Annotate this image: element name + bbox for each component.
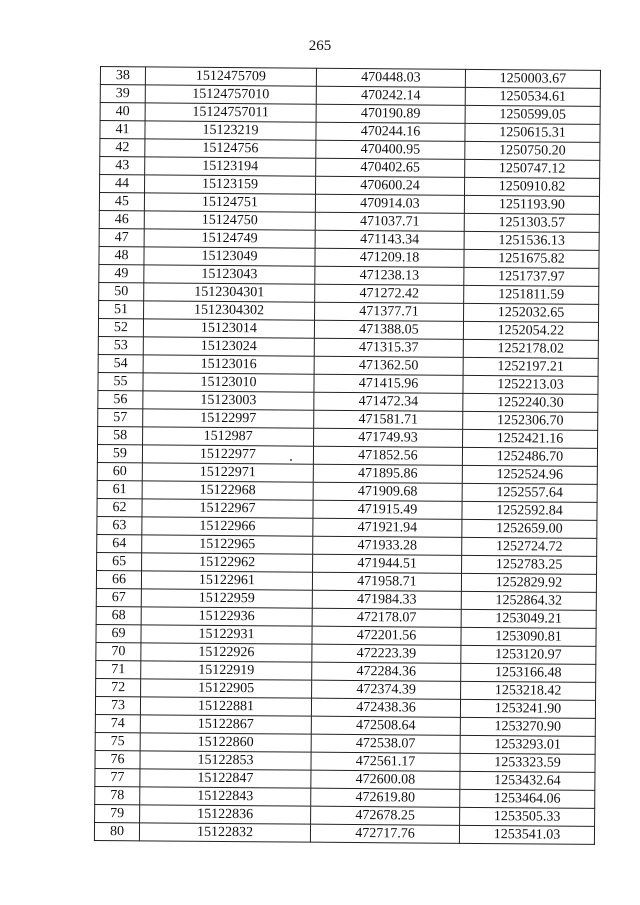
page-number: 265 [308,38,332,54]
point-id-cell: 15123016 [143,355,314,374]
row-number-cell: 74 [95,714,140,732]
y-coordinate-cell: 1252659.00 [462,519,597,538]
x-coordinate-cell: 471377.71 [315,302,464,321]
row-number-cell: 61 [97,480,142,498]
y-coordinate-cell: 1252783.25 [462,555,597,574]
x-coordinate-cell: 471933.28 [313,536,462,555]
point-id-cell: 15124751 [144,193,315,212]
x-coordinate-cell: 472201.56 [312,626,461,645]
row-number-cell: 60 [97,462,142,480]
point-id-cell: 15122968 [142,481,313,500]
x-coordinate-cell: 472438.36 [311,698,460,717]
x-coordinate-cell: 470400.95 [316,140,465,159]
point-id-cell: 15123010 [143,373,314,392]
x-coordinate-cell: 472374.39 [312,680,461,699]
x-coordinate-cell: 471984.33 [312,590,461,609]
row-number-cell: 69 [96,624,141,642]
x-coordinate-cell: 471037.71 [315,212,464,231]
row-number-cell: 63 [97,516,142,534]
point-id-cell: 15122966 [142,517,313,536]
row-number-cell: 38 [100,67,145,85]
coordinates-table-body [94,67,600,845]
point-id-cell: 15122967 [142,499,313,518]
point-id-cell: 15124757011 [145,103,316,122]
x-coordinate-cell: 472600.08 [311,770,460,789]
x-coordinate-cell: 472717.76 [310,824,459,843]
y-coordinate-cell: 1250534.61 [465,87,600,106]
row-number-cell: 67 [96,588,141,606]
point-id-cell: 15124756 [145,139,316,158]
row-number-cell: 41 [100,121,145,139]
y-coordinate-cell: 1252524.96 [462,465,597,484]
y-coordinate-cell: 1253218.42 [461,681,596,700]
row-number-cell: 71 [96,660,141,678]
x-coordinate-cell: 472561.17 [311,752,460,771]
point-id-cell: 15122853 [140,751,311,770]
y-coordinate-cell: 1253049.21 [461,609,596,628]
x-coordinate-cell: 471944.51 [313,554,462,573]
y-coordinate-cell: 1251193.90 [464,195,599,214]
point-id-cell: 1512304302 [144,301,315,320]
y-coordinate-cell: 1252306.70 [463,411,598,430]
row-number-cell: 73 [95,696,140,714]
y-coordinate-cell: 1252032.65 [464,303,599,322]
point-id-cell: 15122847 [140,769,311,788]
point-id-cell: 15122836 [140,805,311,824]
point-id-cell: 15122867 [140,715,311,734]
point-id-cell: 15124757010 [145,85,316,104]
row-number-cell: 68 [96,606,141,624]
row-number-cell: 79 [95,804,140,822]
coordinates-table-container [94,66,601,845]
y-coordinate-cell: 1253432.64 [460,771,595,790]
row-number-cell: 64 [97,534,142,552]
point-id-cell: 1512304301 [144,283,315,302]
point-id-cell: 15124750 [144,211,315,230]
point-id-cell: 15123159 [145,175,316,194]
x-coordinate-cell: 471415.96 [314,374,463,393]
x-coordinate-cell: 471958.71 [312,572,461,591]
x-coordinate-cell: 472178.07 [312,608,461,627]
point-id-cell: 15122860 [140,733,311,752]
x-coordinate-cell: 472538.07 [311,734,460,753]
point-id-cell: 1512987 [143,427,314,446]
y-coordinate-cell: 1252240.30 [463,393,598,412]
x-coordinate-cell: 470190.89 [316,104,465,123]
y-coordinate-cell: 1250615.31 [465,123,600,142]
row-number-cell: 59 [97,444,142,462]
y-coordinate-cell: 1253241.90 [460,699,595,718]
x-coordinate-cell: 471915.49 [313,500,462,519]
y-coordinate-cell: 1253541.03 [459,825,594,844]
point-id-cell: 15122919 [141,661,312,680]
table-row [94,822,594,844]
y-coordinate-cell: 1252724.72 [462,537,597,556]
scan-speck [290,459,292,461]
y-coordinate-cell: 1251737.97 [464,267,599,286]
y-coordinate-cell: 1253293.01 [460,735,595,754]
row-number-cell: 53 [98,336,143,354]
y-coordinate-cell: 1251675.82 [464,249,599,268]
point-id-cell: 15123014 [143,319,314,338]
row-number-cell: 39 [100,85,145,103]
row-number-cell: 80 [94,822,139,840]
point-id-cell: 15123043 [144,265,315,284]
y-coordinate-cell: 1252864.32 [461,591,596,610]
point-id-cell: 15122959 [141,589,312,608]
y-coordinate-cell: 1252197.21 [463,357,598,376]
x-coordinate-cell: 471472.34 [314,392,463,411]
row-number-cell: 77 [95,768,140,786]
y-coordinate-cell: 1250747.12 [465,159,600,178]
x-coordinate-cell: 471272.42 [315,284,464,303]
x-coordinate-cell: 471315.37 [314,338,463,357]
y-coordinate-cell: 1253166.48 [461,663,596,682]
x-coordinate-cell: 471388.05 [314,320,463,339]
y-coordinate-cell: 1253505.33 [460,807,595,826]
x-coordinate-cell: 470448.03 [316,68,465,87]
y-coordinate-cell: 1252178.02 [463,339,598,358]
y-coordinate-cell: 1252557.64 [462,483,597,502]
x-coordinate-cell: 470242.14 [316,86,465,105]
y-coordinate-cell: 1250003.67 [465,69,600,88]
row-number-cell: 46 [99,210,144,228]
row-number-cell: 55 [98,372,143,390]
point-id-cell: 15122961 [141,571,312,590]
row-number-cell: 43 [100,157,145,175]
x-coordinate-cell: 471143.34 [315,230,464,249]
x-coordinate-cell: 470244.16 [316,122,465,141]
row-number-cell: 57 [98,408,143,426]
point-id-cell: 15122997 [143,409,314,428]
point-id-cell: 15122931 [141,625,312,644]
point-id-cell: 15122843 [140,787,311,806]
x-coordinate-cell: 471909.68 [313,482,462,501]
x-coordinate-cell: 471362.50 [314,356,463,375]
point-id-cell: 15123003 [143,391,314,410]
x-coordinate-cell: 472508.64 [311,716,460,735]
x-coordinate-cell: 471581.71 [314,410,463,429]
x-coordinate-cell: 472619.80 [311,788,460,807]
row-number-cell: 48 [99,246,144,264]
row-number-cell: 40 [100,103,145,121]
row-number-cell: 42 [100,139,145,157]
row-number-cell: 52 [98,318,143,336]
point-id-cell: 15122832 [139,823,310,842]
row-number-cell: 54 [98,354,143,372]
row-number-cell: 62 [97,498,142,516]
x-coordinate-cell: 471209.18 [315,248,464,267]
y-coordinate-cell: 1250750.20 [465,141,600,160]
row-number-cell: 51 [99,300,144,318]
row-number-cell: 72 [96,678,141,696]
row-number-cell: 58 [98,426,143,444]
y-coordinate-cell: 1252592.84 [462,501,597,520]
row-number-cell: 44 [100,175,145,193]
point-id-cell: 15122962 [142,553,313,572]
row-number-cell: 49 [99,264,144,282]
row-number-cell: 66 [96,570,141,588]
coordinates-table [94,66,601,845]
point-id-cell: 15123049 [144,247,315,266]
y-coordinate-cell: 1251811.59 [464,285,599,304]
y-coordinate-cell: 1252421.16 [463,429,598,448]
x-coordinate-cell: 471238.13 [315,266,464,285]
row-number-cell: 75 [95,732,140,750]
row-number-cell: 65 [97,552,142,570]
x-coordinate-cell: 471749.93 [314,428,463,447]
point-id-cell: 15122977 [142,445,313,464]
y-coordinate-cell: 1252054.22 [463,321,598,340]
x-coordinate-cell: 472284.36 [312,662,461,681]
x-coordinate-cell: 470914.03 [315,194,464,213]
y-coordinate-cell: 1253090.81 [461,627,596,646]
y-coordinate-cell: 1253323.59 [460,753,595,772]
x-coordinate-cell: 471921.94 [313,518,462,537]
y-coordinate-cell: 1252486.70 [462,447,597,466]
point-id-cell: 15123194 [145,157,316,176]
y-coordinate-cell: 1253464.06 [460,789,595,808]
point-id-cell: 15123024 [143,337,314,356]
x-coordinate-cell: 470600.24 [315,176,464,195]
point-id-cell: 1512475709 [145,67,316,86]
y-coordinate-cell: 1253270.90 [460,717,595,736]
y-coordinate-cell: 1252829.92 [461,573,596,592]
x-coordinate-cell: 470402.65 [316,158,465,177]
y-coordinate-cell: 1251536.13 [464,231,599,250]
y-coordinate-cell: 1252213.03 [463,375,598,394]
point-id-cell: 15122936 [141,607,312,626]
row-number-cell: 45 [99,193,144,211]
y-coordinate-cell: 1250910.82 [464,177,599,196]
point-id-cell: 15122971 [142,463,313,482]
row-number-cell: 76 [95,750,140,768]
row-number-cell: 78 [95,786,140,804]
point-id-cell: 15122905 [141,679,312,698]
point-id-cell: 15122881 [140,697,311,716]
point-id-cell: 15124749 [144,229,315,248]
row-number-cell: 70 [96,642,141,660]
x-coordinate-cell: 472223.39 [312,644,461,663]
y-coordinate-cell: 1253120.97 [461,645,596,664]
x-coordinate-cell: 471895.86 [313,464,462,483]
row-number-cell: 47 [99,228,144,246]
row-number-cell: 50 [99,282,144,300]
x-coordinate-cell: 471852.56 [313,446,462,465]
row-number-cell: 56 [98,390,143,408]
point-id-cell: 15122965 [142,535,313,554]
y-coordinate-cell: 1251303.57 [464,213,599,232]
point-id-cell: 15122926 [141,643,312,662]
point-id-cell: 15123219 [145,121,316,140]
y-coordinate-cell: 1250599.05 [465,105,600,124]
x-coordinate-cell: 472678.25 [311,806,460,825]
